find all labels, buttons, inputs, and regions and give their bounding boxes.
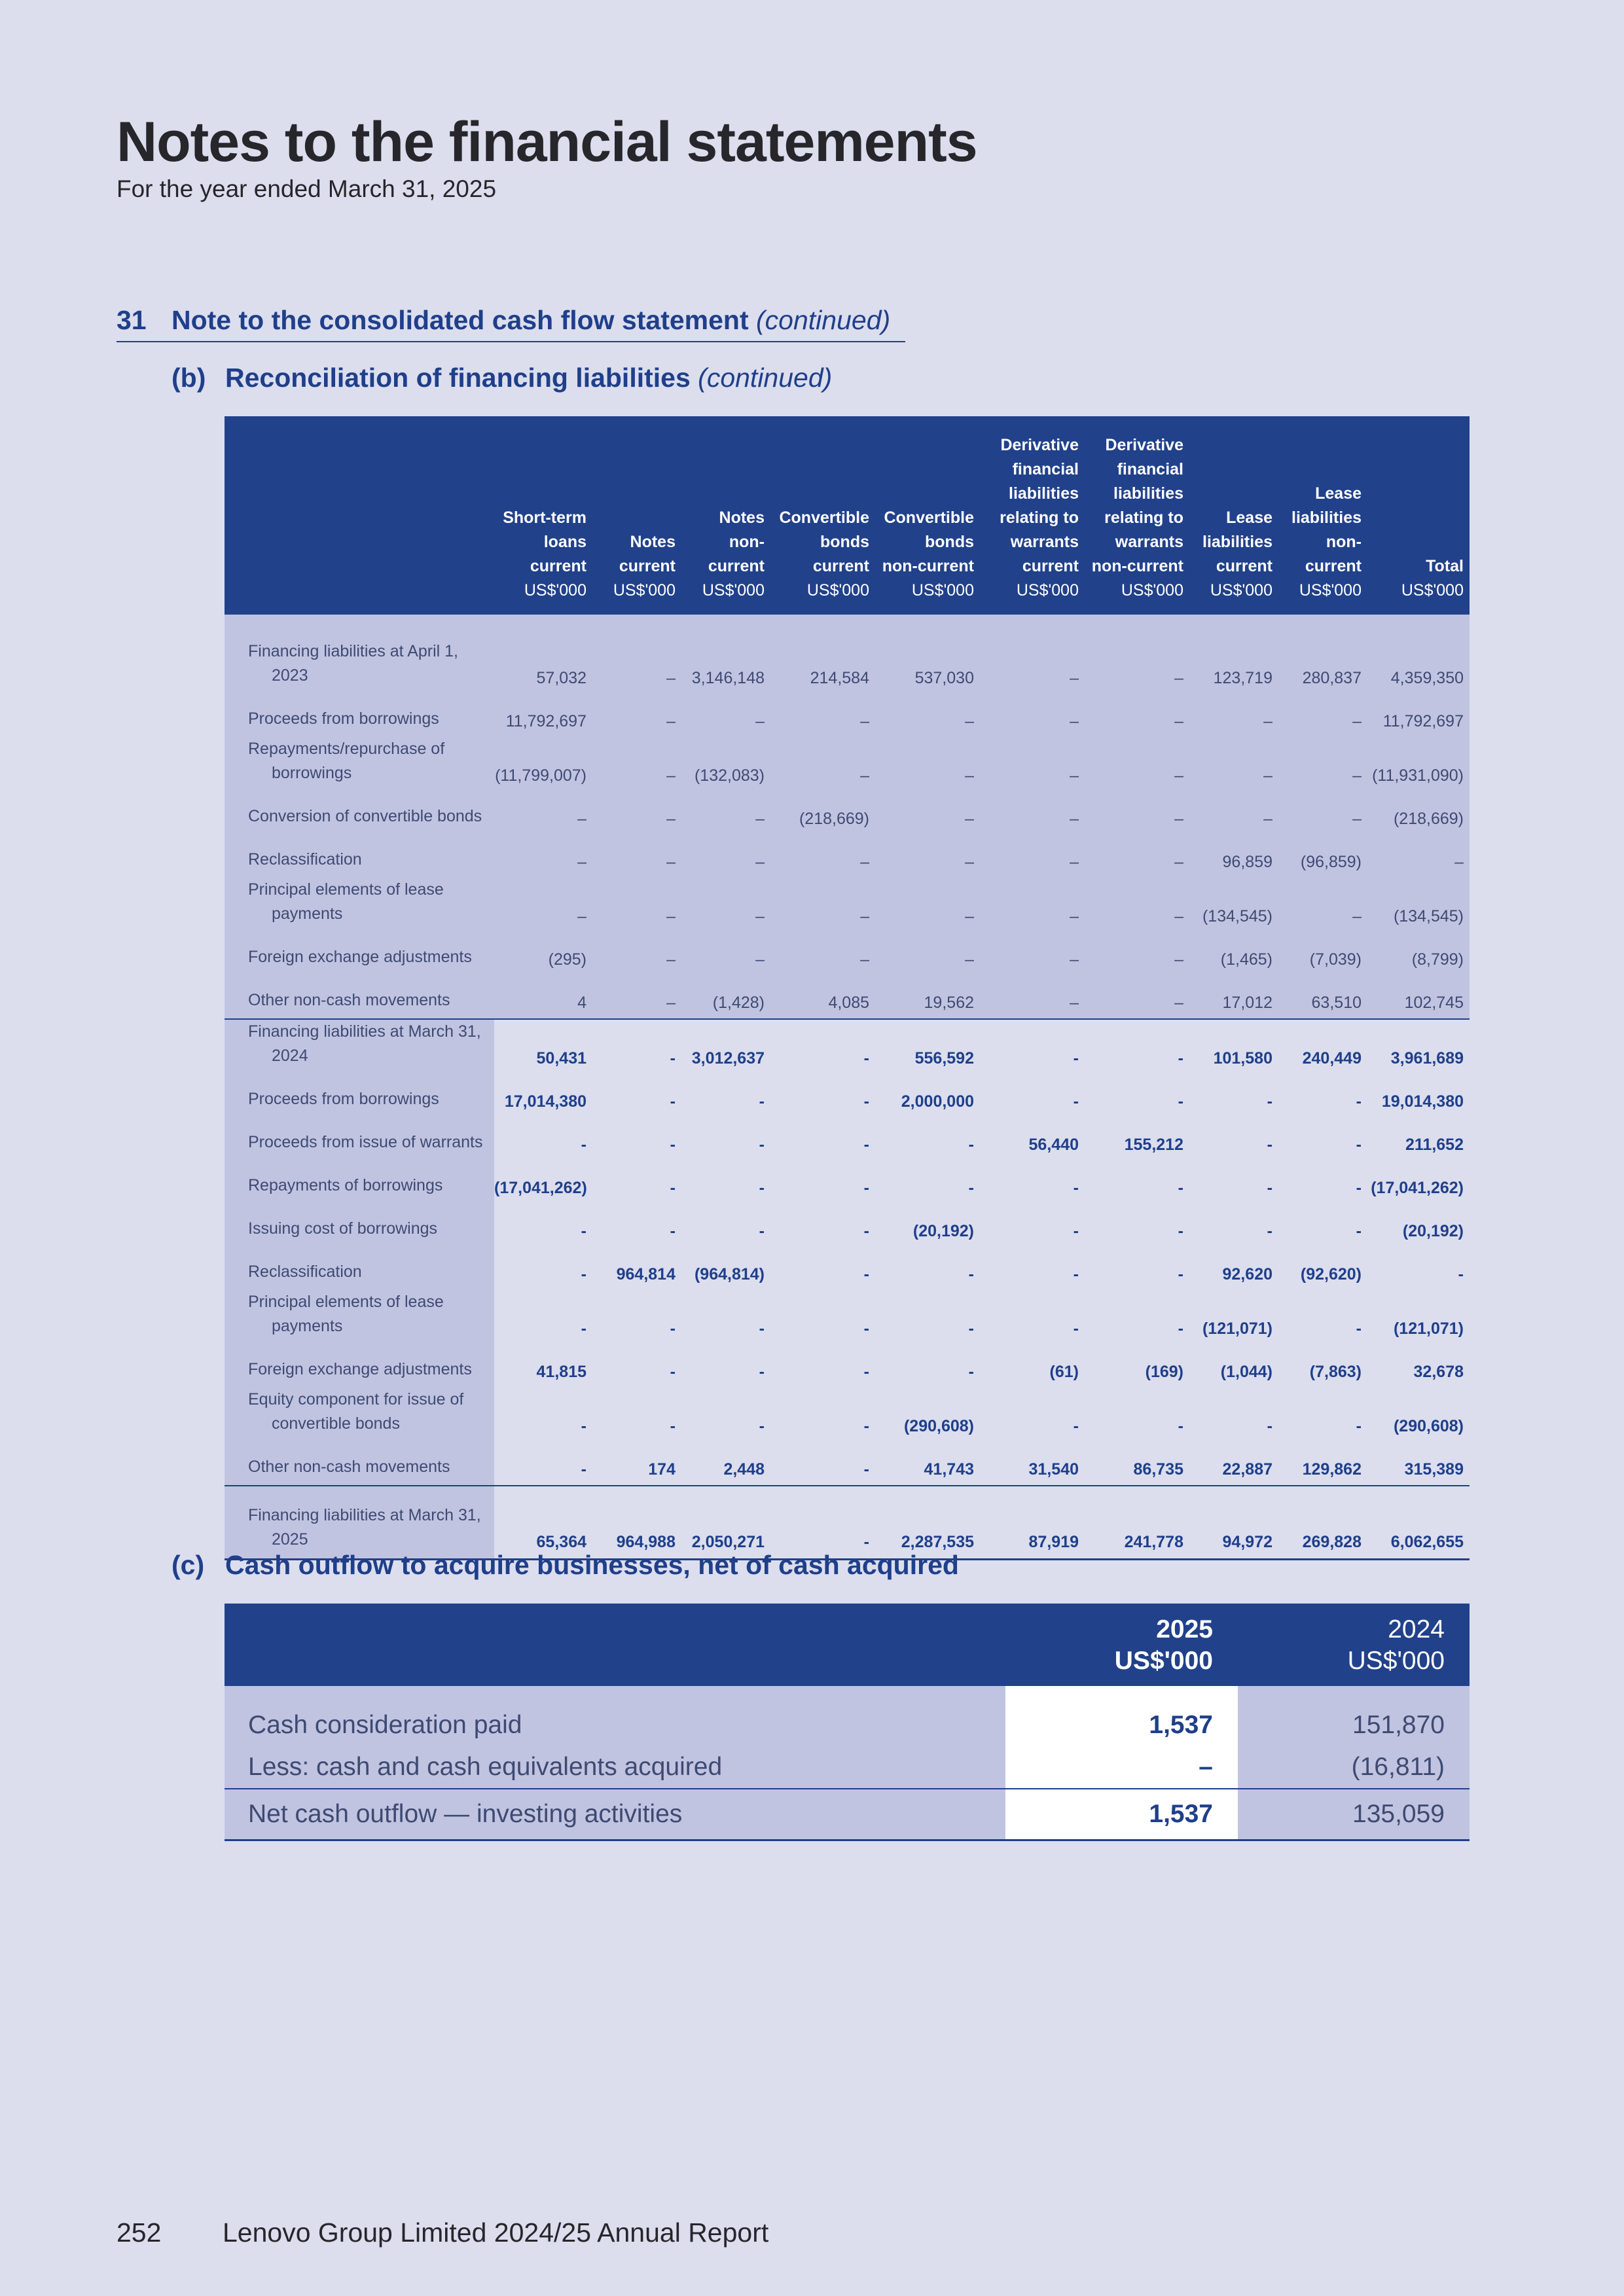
cell-value: 4 xyxy=(494,975,592,1019)
cell-value: 50,431 xyxy=(494,1019,592,1074)
column-header: Derivative financial liabilities relating to warrants non-current US$'000 xyxy=(1085,416,1189,615)
cell-value: – xyxy=(770,694,875,737)
cell-value: 86,735 xyxy=(1085,1442,1189,1486)
table-row xyxy=(225,1074,1470,1117)
table-row xyxy=(225,1290,1470,1344)
subsection-title: Cash outflow to acquire businesses, net of cash acquired xyxy=(225,1550,959,1580)
row-label: Principal elements of lease payments xyxy=(225,878,494,932)
cell-value: 57,032 xyxy=(494,615,592,694)
cell-value: – xyxy=(592,932,681,975)
cell-value: – xyxy=(1085,834,1189,878)
cell-value: (290,608) xyxy=(875,1388,980,1442)
cell-value: (61) xyxy=(980,1344,1085,1388)
table-row xyxy=(225,694,1470,737)
cell-value: – xyxy=(770,834,875,878)
row-label: Foreign exchange adjustments xyxy=(225,1344,494,1388)
cell-value: - xyxy=(875,1160,980,1204)
row-label: Other non-cash movements xyxy=(225,975,494,1019)
cell-value: - xyxy=(1367,1247,1470,1290)
cell-value: - xyxy=(592,1388,681,1442)
row-label: Conversion of convertible bonds xyxy=(225,791,494,834)
cell-value: – xyxy=(1085,932,1189,975)
table-row xyxy=(225,615,1470,694)
cell-value: - xyxy=(770,1160,875,1204)
cell-value: (132,083) xyxy=(681,737,770,791)
cell-value: – xyxy=(1085,615,1189,694)
section-heading xyxy=(117,305,905,342)
cell-value: – xyxy=(592,975,681,1019)
cell-value: – xyxy=(1278,694,1367,737)
cell-value: - xyxy=(980,1388,1085,1442)
cell-value: 3,146,148 xyxy=(681,615,770,694)
rows-2025 xyxy=(225,1019,1470,1486)
cell-value: (96,859) xyxy=(1278,834,1367,878)
page-subtitle: For the year ended March 31, 2025 xyxy=(117,175,497,202)
cell-value: - xyxy=(1278,1204,1367,1247)
row-label: Reclassification xyxy=(225,834,494,878)
cell-value: 92,620 xyxy=(1189,1247,1278,1290)
value-2024: 135,059 xyxy=(1238,1789,1470,1840)
cell-value: – xyxy=(1278,737,1367,791)
table-row xyxy=(225,1746,1470,1789)
cell-value: – xyxy=(875,834,980,878)
cell-value: (134,545) xyxy=(1367,878,1470,932)
page-footer xyxy=(117,2217,768,2248)
cell-value: – xyxy=(681,878,770,932)
cell-value: - xyxy=(592,1290,681,1344)
cell-value: - xyxy=(494,1442,592,1486)
subsection-continued: (continued) xyxy=(698,363,833,393)
cell-value: – xyxy=(494,834,592,878)
cell-value: 3,961,689 xyxy=(1367,1019,1470,1074)
cell-value: - xyxy=(494,1204,592,1247)
cell-value: 240,449 xyxy=(1278,1019,1367,1074)
cell-value: - xyxy=(770,1344,875,1388)
cell-value: 31,540 xyxy=(980,1442,1085,1486)
value-2024: 151,870 xyxy=(1238,1686,1470,1746)
cell-value: 63,510 xyxy=(1278,975,1367,1019)
cell-value: - xyxy=(1085,1204,1189,1247)
cell-value: (11,799,007) xyxy=(494,737,592,791)
cell-value: 211,652 xyxy=(1367,1117,1470,1160)
cell-value: - xyxy=(592,1019,681,1074)
cell-value: 2,000,000 xyxy=(875,1074,980,1117)
row-label: Financing liabilities at April 1, 2023 xyxy=(225,615,494,694)
cell-value: (218,669) xyxy=(1367,791,1470,834)
cell-value: (7,863) xyxy=(1278,1344,1367,1388)
rows-2024 xyxy=(225,615,1470,1019)
cell-value: 32,678 xyxy=(1367,1344,1470,1388)
cell-value: – xyxy=(592,791,681,834)
cell-value: (121,071) xyxy=(1367,1290,1470,1344)
cell-value: – xyxy=(980,975,1085,1019)
cell-value: - xyxy=(770,1117,875,1160)
cell-value: (134,545) xyxy=(1189,878,1278,932)
cell-value: - xyxy=(1278,1388,1367,1442)
cell-value: - xyxy=(770,1486,875,1560)
section-continued: (continued) xyxy=(756,305,891,335)
cell-value: - xyxy=(592,1204,681,1247)
cell-value: (1,465) xyxy=(1189,932,1278,975)
cell-value: – xyxy=(1189,737,1278,791)
subsection-b-heading xyxy=(171,363,832,393)
cell-value: - xyxy=(681,1117,770,1160)
cell-value: - xyxy=(770,1019,875,1074)
cell-value: 17,012 xyxy=(1189,975,1278,1019)
cell-value: - xyxy=(592,1117,681,1160)
cell-value: - xyxy=(770,1074,875,1117)
cell-value: 19,562 xyxy=(875,975,980,1019)
cell-value: (295) xyxy=(494,932,592,975)
value-2025: – xyxy=(1005,1746,1238,1789)
cell-value: – xyxy=(980,834,1085,878)
cell-value: 6,062,655 xyxy=(1367,1486,1470,1560)
cell-value: 4,085 xyxy=(770,975,875,1019)
table-row xyxy=(225,878,1470,932)
cell-value: – xyxy=(1085,694,1189,737)
cell-value: - xyxy=(592,1344,681,1388)
row-label: Reclassification xyxy=(225,1247,494,1290)
cell-value: – xyxy=(681,791,770,834)
cell-value: - xyxy=(1189,1160,1278,1204)
cell-value: – xyxy=(1085,737,1189,791)
cell-value: 11,792,697 xyxy=(1367,694,1470,737)
subsection-letter: (b) xyxy=(171,363,206,393)
cell-value: 964,988 xyxy=(592,1486,681,1560)
cell-value: - xyxy=(1085,1247,1189,1290)
footer-text: Lenovo Group Limited 2024/25 Annual Report xyxy=(223,2217,769,2248)
cash-outflow-table xyxy=(225,1604,1470,1841)
cell-value: – xyxy=(980,737,1085,791)
table-row xyxy=(225,932,1470,975)
cell-value: - xyxy=(681,1388,770,1442)
row-label: Repayments of borrowings xyxy=(225,1160,494,1204)
cell-value: (17,041,262) xyxy=(1367,1160,1470,1204)
column-header: Notes current US$'000 xyxy=(592,416,681,615)
cell-value: - xyxy=(1189,1074,1278,1117)
cell-value: 17,014,380 xyxy=(494,1074,592,1117)
cell-value: (1,044) xyxy=(1189,1344,1278,1388)
cell-value: 102,745 xyxy=(1367,975,1470,1019)
cell-value: – xyxy=(681,932,770,975)
cell-value: - xyxy=(980,1247,1085,1290)
cell-value: – xyxy=(980,878,1085,932)
cell-value: - xyxy=(1278,1074,1367,1117)
row-label: Less: cash and cash equivalents acquired xyxy=(225,1746,1005,1789)
cell-value: - xyxy=(494,1247,592,1290)
cell-value: (92,620) xyxy=(1278,1247,1367,1290)
cell-value: 101,580 xyxy=(1189,1019,1278,1074)
cell-value: 94,972 xyxy=(1189,1486,1278,1560)
cell-value: 19,014,380 xyxy=(1367,1074,1470,1117)
cell-value: 123,719 xyxy=(1189,615,1278,694)
cell-value: 155,212 xyxy=(1085,1117,1189,1160)
cell-value: – xyxy=(770,878,875,932)
table-row xyxy=(225,1160,1470,1204)
cell-value: 96,859 xyxy=(1189,834,1278,878)
cell-value: - xyxy=(494,1117,592,1160)
cash-header-label xyxy=(225,1604,1005,1686)
value-2025: 1,537 xyxy=(1005,1789,1238,1840)
cell-value: - xyxy=(681,1344,770,1388)
cell-value: - xyxy=(1278,1117,1367,1160)
cell-value: (290,608) xyxy=(1367,1388,1470,1442)
section-title: Note to the consolidated cash flow statement xyxy=(171,305,749,335)
cell-value: – xyxy=(875,737,980,791)
cell-value: - xyxy=(1085,1388,1189,1442)
cell-value: 129,862 xyxy=(1278,1442,1367,1486)
cell-value: – xyxy=(1189,791,1278,834)
cell-value: – xyxy=(1085,878,1189,932)
cell-value: – xyxy=(875,878,980,932)
column-header: Convertible bonds non-current US$'000 xyxy=(875,416,980,615)
subsection-c-heading xyxy=(171,1550,959,1581)
cell-value: - xyxy=(1189,1204,1278,1247)
cell-value: 22,887 xyxy=(1189,1442,1278,1486)
cell-value: - xyxy=(592,1160,681,1204)
row-label: Issuing cost of borrowings xyxy=(225,1204,494,1247)
row-label: Proceeds from issue of warrants xyxy=(225,1117,494,1160)
cell-value: 11,792,697 xyxy=(494,694,592,737)
table-row xyxy=(225,737,1470,791)
table-row xyxy=(225,1486,1470,1560)
row-label: Net cash outflow — investing activities xyxy=(225,1789,1005,1840)
cell-value: 87,919 xyxy=(980,1486,1085,1560)
cell-value: - xyxy=(494,1388,592,1442)
cell-value: - xyxy=(1085,1074,1189,1117)
cell-value: 3,012,637 xyxy=(681,1019,770,1074)
total-row xyxy=(225,1789,1470,1840)
cell-value: – xyxy=(1278,878,1367,932)
row-label: Repayments/repurchase of borrowings xyxy=(225,737,494,791)
column-header: Derivative financial liabilities relating to warrants current US$'000 xyxy=(980,416,1085,615)
row-label: Principal elements of lease payments xyxy=(225,1290,494,1344)
row-label: Cash consideration paid xyxy=(225,1686,1005,1746)
cell-value: – xyxy=(681,834,770,878)
column-header: Total US$'000 xyxy=(1367,416,1470,615)
cell-value: – xyxy=(1278,791,1367,834)
cell-value: 964,814 xyxy=(592,1247,681,1290)
cell-value: - xyxy=(980,1074,1085,1117)
cell-value: - xyxy=(875,1247,980,1290)
row-label: Equity component for issue of convertible bonds xyxy=(225,1388,494,1442)
reconciliation-table xyxy=(225,416,1470,1560)
cell-value: - xyxy=(1189,1117,1278,1160)
cash-header-prior: 2024 US$'000 xyxy=(1238,1604,1470,1686)
cell-value: – xyxy=(1085,791,1189,834)
cell-value: – xyxy=(494,791,592,834)
cell-value: (964,814) xyxy=(681,1247,770,1290)
cell-value: - xyxy=(980,1290,1085,1344)
cash-header-row xyxy=(225,1604,1470,1686)
cell-value: – xyxy=(875,694,980,737)
cell-value: - xyxy=(1085,1019,1189,1074)
value-2025: 1,537 xyxy=(1005,1686,1238,1746)
row-label: Proceeds from borrowings xyxy=(225,694,494,737)
value-2024: (16,811) xyxy=(1238,1746,1470,1789)
subsection-letter: (c) xyxy=(171,1550,205,1580)
table-row xyxy=(225,1442,1470,1486)
cell-value: - xyxy=(1085,1290,1189,1344)
cell-value: 2,287,535 xyxy=(875,1486,980,1560)
column-header: Lease liabilities current US$'000 xyxy=(1189,416,1278,615)
cell-value: 2,448 xyxy=(681,1442,770,1486)
cell-value: - xyxy=(770,1388,875,1442)
cell-value: (121,071) xyxy=(1189,1290,1278,1344)
cell-value: – xyxy=(980,694,1085,737)
cell-value: 2,050,271 xyxy=(681,1486,770,1560)
cell-value: (7,039) xyxy=(1278,932,1367,975)
cell-value: – xyxy=(681,694,770,737)
cell-value: (1,428) xyxy=(681,975,770,1019)
table-row xyxy=(225,1019,1470,1074)
cell-value: 269,828 xyxy=(1278,1486,1367,1560)
cell-value: 280,837 xyxy=(1278,615,1367,694)
subsection-title: Reconciliation of financing liabilities xyxy=(225,363,691,393)
row-label: Foreign exchange adjustments xyxy=(225,932,494,975)
column-header: Lease liabilities non- current US$'000 xyxy=(1278,416,1367,615)
cell-value: – xyxy=(770,932,875,975)
cash-header-current: 2025 US$'000 xyxy=(1005,1604,1238,1686)
cell-value: – xyxy=(875,791,980,834)
cell-value: - xyxy=(1278,1290,1367,1344)
cell-value: - xyxy=(875,1290,980,1344)
cell-value: - xyxy=(980,1204,1085,1247)
cell-value: – xyxy=(592,834,681,878)
row-label: Financing liabilities at March 31, 2025 xyxy=(225,1486,494,1560)
cell-value: - xyxy=(770,1442,875,1486)
rows-final xyxy=(225,1486,1470,1560)
cell-value: - xyxy=(681,1290,770,1344)
cell-value: – xyxy=(592,615,681,694)
cell-value: – xyxy=(1367,834,1470,878)
row-label: Proceeds from borrowings xyxy=(225,1074,494,1117)
cell-value: – xyxy=(980,791,1085,834)
cell-value: – xyxy=(1085,975,1189,1019)
row-label: Financing liabilities at March 31, 2024 xyxy=(225,1019,494,1074)
cell-value: - xyxy=(875,1117,980,1160)
cell-value: - xyxy=(980,1019,1085,1074)
cell-value: – xyxy=(592,878,681,932)
cell-value: 174 xyxy=(592,1442,681,1486)
cell-value: 41,743 xyxy=(875,1442,980,1486)
table-row xyxy=(225,1117,1470,1160)
cell-value: (17,041,262) xyxy=(494,1160,592,1204)
cell-value: – xyxy=(875,932,980,975)
column-header: Convertible bonds current US$'000 xyxy=(770,416,875,615)
cell-value: - xyxy=(1085,1160,1189,1204)
cell-value: - xyxy=(980,1160,1085,1204)
cell-value: 214,584 xyxy=(770,615,875,694)
table-row xyxy=(225,975,1470,1019)
column-header: Notes non- current US$'000 xyxy=(681,416,770,615)
table-row xyxy=(225,1686,1470,1746)
cell-value: - xyxy=(592,1074,681,1117)
cell-value: – xyxy=(1189,694,1278,737)
cell-value: (20,192) xyxy=(875,1204,980,1247)
cell-value: 4,359,350 xyxy=(1367,615,1470,694)
reconciliation-header xyxy=(225,416,1470,615)
cell-value: 41,815 xyxy=(494,1344,592,1388)
row-label: Other non-cash movements xyxy=(225,1442,494,1486)
cell-value: 537,030 xyxy=(875,615,980,694)
cell-value: – xyxy=(770,737,875,791)
cell-value: – xyxy=(494,878,592,932)
cell-value: (169) xyxy=(1085,1344,1189,1388)
cell-value: – xyxy=(980,615,1085,694)
section-number: 31 xyxy=(117,305,147,335)
cell-value: - xyxy=(770,1290,875,1344)
cell-value: - xyxy=(875,1344,980,1388)
cell-value: - xyxy=(681,1160,770,1204)
table-row xyxy=(225,1388,1470,1442)
table-row xyxy=(225,1247,1470,1290)
cell-value: (8,799) xyxy=(1367,932,1470,975)
cell-value: 65,364 xyxy=(494,1486,592,1560)
cell-value: (218,669) xyxy=(770,791,875,834)
table-row xyxy=(225,1204,1470,1247)
cell-value: (11,931,090) xyxy=(1367,737,1470,791)
page-title: Notes to the financial statements xyxy=(117,111,977,173)
cell-value: - xyxy=(770,1204,875,1247)
table-row xyxy=(225,791,1470,834)
cell-value: 241,778 xyxy=(1085,1486,1189,1560)
column-header: Short-term loans current US$'000 xyxy=(494,416,592,615)
cell-value: - xyxy=(681,1204,770,1247)
cell-value: – xyxy=(592,694,681,737)
cell-value: 315,389 xyxy=(1367,1442,1470,1486)
cell-value: - xyxy=(1278,1160,1367,1204)
cell-value: – xyxy=(980,932,1085,975)
header-label-cell xyxy=(225,416,494,615)
cell-value: - xyxy=(770,1247,875,1290)
cell-value: – xyxy=(592,737,681,791)
table-row xyxy=(225,834,1470,878)
cell-value: - xyxy=(494,1290,592,1344)
table-row xyxy=(225,1344,1470,1388)
cell-value: 556,592 xyxy=(875,1019,980,1074)
page-number: 252 xyxy=(117,2217,162,2248)
cell-value: - xyxy=(681,1074,770,1117)
cell-value: - xyxy=(1189,1388,1278,1442)
cell-value: (20,192) xyxy=(1367,1204,1470,1247)
cell-value: 56,440 xyxy=(980,1117,1085,1160)
